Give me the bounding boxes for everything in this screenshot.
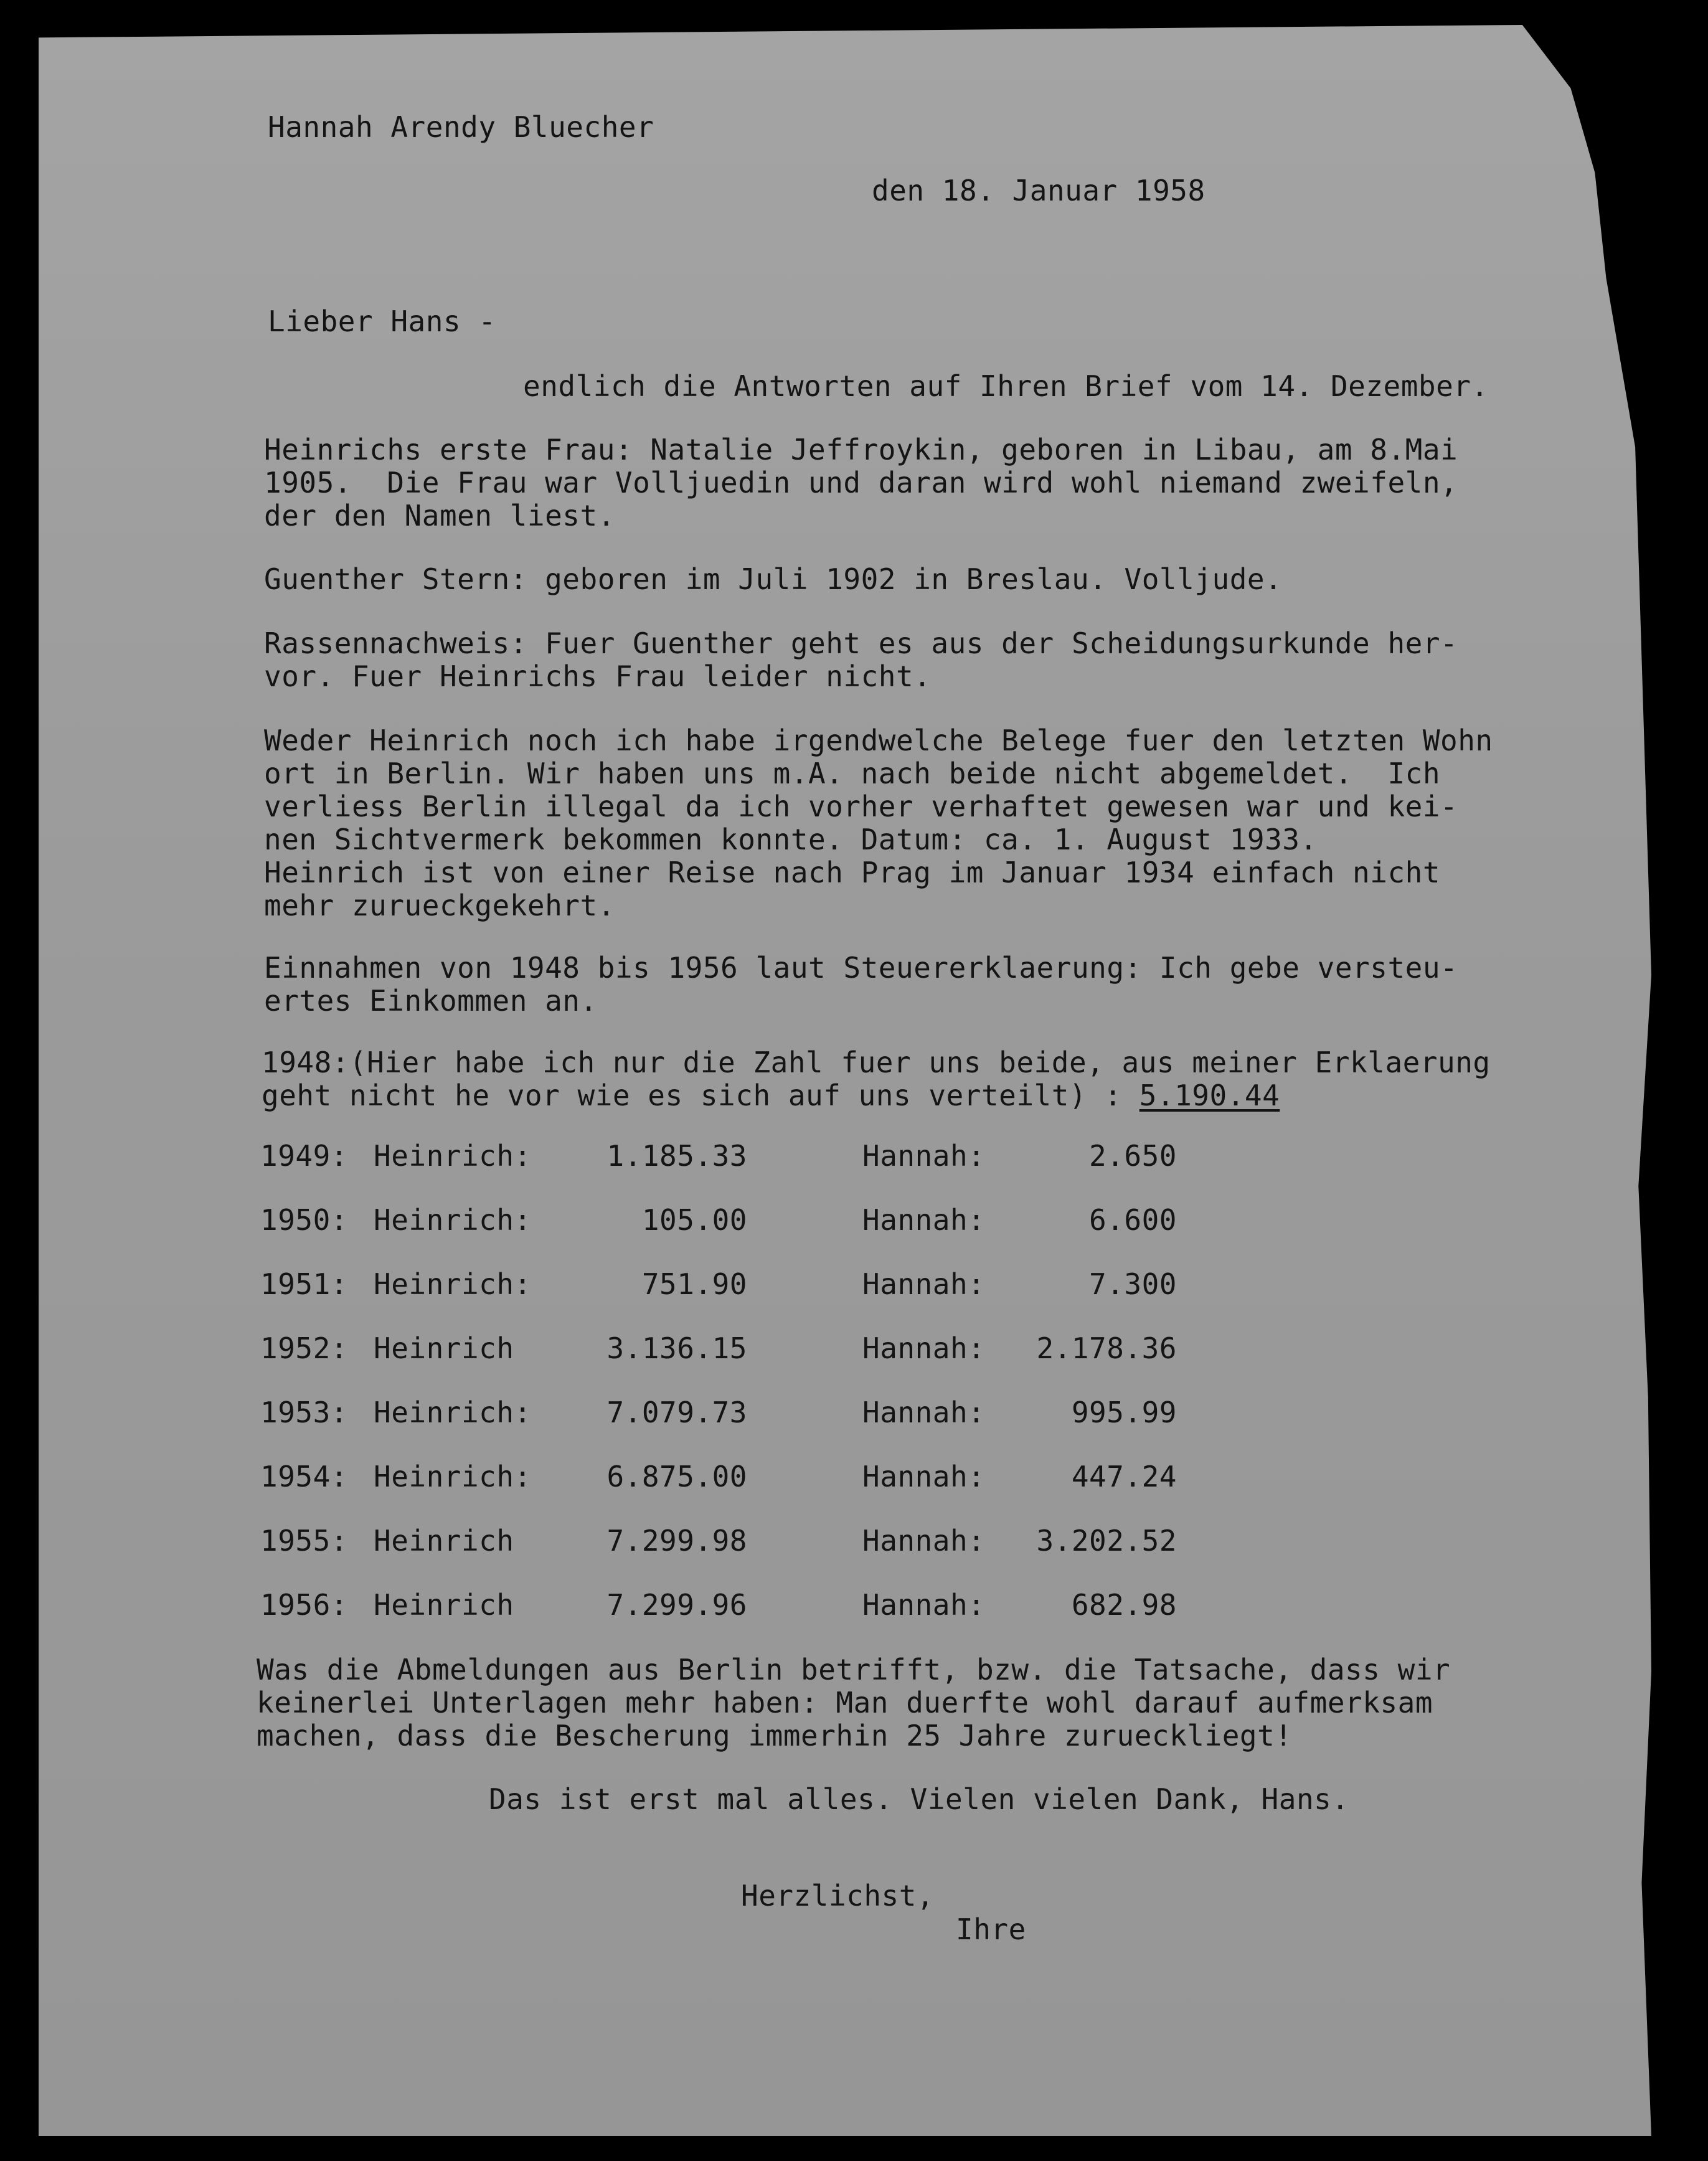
sender-line: Hannah Arendy Bluecher bbox=[268, 110, 654, 144]
text-line: Was die Abmeldungen aus Berlin betrifft, bzw. die Tatsache, dass wir bbox=[257, 1653, 1451, 1686]
signoff-herzlichst: Herzlichst, bbox=[741, 1879, 935, 1913]
income-year: 1950: bbox=[260, 1203, 348, 1237]
text-line: ertes Einkommen an. bbox=[264, 984, 598, 1018]
text-line-part: geht nicht he vor wie es sich auf uns verteilt) : bbox=[262, 1079, 1139, 1112]
income-hannah-label: Hannah: bbox=[862, 1396, 986, 1429]
intro-line: endlich die Antworten auf Ihren Brief vom 14. Dezember. bbox=[523, 369, 1489, 403]
text-line: keinerlei Unterlagen mehr haben: Man duerfte wohl darauf aufmerksam bbox=[257, 1686, 1433, 1719]
text-line: verliess Berlin illegal da ich vorher verhaftet gewesen war und kei- bbox=[264, 790, 1458, 823]
income-heinrich-label: Heinrich: bbox=[374, 1203, 532, 1237]
income-heinrich-value: 1.185.33 bbox=[606, 1139, 747, 1173]
text-line bbox=[262, 1079, 1280, 1112]
income-year: 1956: bbox=[260, 1588, 348, 1622]
income-year: 1952: bbox=[260, 1331, 348, 1365]
signoff-ihre: Ihre bbox=[956, 1913, 1026, 1946]
income-year: 1951: bbox=[260, 1267, 348, 1301]
income-heinrich-label: Heinrich: bbox=[374, 1396, 532, 1429]
income-year: 1955: bbox=[260, 1524, 348, 1558]
income-hannah-label: Hannah: bbox=[862, 1460, 986, 1493]
income-year: 1953: bbox=[260, 1396, 348, 1429]
text-line: 1948:(Hier habe ich nur die Zahl fuer uns beide, aus meiner Erklaerung bbox=[262, 1046, 1491, 1079]
income-heinrich-value: 7.079.73 bbox=[606, 1396, 747, 1429]
total-1948: 5.190.44 bbox=[1139, 1079, 1280, 1112]
income-heinrich-value: 3.136.15 bbox=[606, 1331, 747, 1365]
text-line: Heinrichs erste Frau: Natalie Jeffroykin, geboren in Libau, am 8.Mai bbox=[264, 433, 1458, 466]
income-year: 1949: bbox=[260, 1139, 348, 1173]
thanks-line: Das ist erst mal alles. Vielen vielen Dank, Hans. bbox=[489, 1782, 1349, 1816]
text-line: Rassennachweis: Fuer Guenther geht es aus der Scheidungsurkunde her- bbox=[264, 627, 1458, 660]
income-heinrich-label: Heinrich: bbox=[374, 1267, 532, 1301]
income-heinrich-value: 7.299.98 bbox=[606, 1524, 747, 1558]
income-hannah-value: 2.178.36 bbox=[1036, 1331, 1177, 1365]
text-line: Heinrich ist von einer Reise nach Prag im Januar 1934 einfach nicht bbox=[264, 856, 1441, 889]
income-hannah-label: Hannah: bbox=[862, 1524, 986, 1558]
date-line: den 18. Januar 1958 bbox=[872, 174, 1206, 207]
income-hannah-value: 3.202.52 bbox=[1036, 1524, 1177, 1558]
text-line: Einnahmen von 1948 bis 1956 laut Steuererklaerung: Ich gebe versteu- bbox=[264, 951, 1458, 985]
income-heinrich-value: 105.00 bbox=[641, 1203, 747, 1237]
income-heinrich-value: 751.90 bbox=[641, 1267, 747, 1301]
salutation: Lieber Hans - bbox=[268, 305, 496, 338]
text-line: Weder Heinrich noch ich habe irgendwelche Belege fuer den letzten Wohn bbox=[264, 724, 1493, 757]
income-heinrich-label: Heinrich bbox=[374, 1331, 514, 1365]
income-hannah-value: 682.98 bbox=[1071, 1588, 1177, 1622]
income-heinrich-label: Heinrich: bbox=[374, 1139, 532, 1173]
income-hannah-label: Hannah: bbox=[862, 1267, 986, 1301]
income-heinrich-label: Heinrich: bbox=[374, 1460, 532, 1493]
income-heinrich-label: Heinrich bbox=[374, 1524, 514, 1558]
income-hannah-value: 2.650 bbox=[1089, 1139, 1177, 1173]
text-line: 1905. Die Frau war Volljuedin und daran wird wohl niemand zweifeln, bbox=[264, 466, 1458, 499]
income-hannah-value: 995.99 bbox=[1071, 1396, 1177, 1429]
income-hannah-label: Hannah: bbox=[862, 1588, 986, 1622]
income-hannah-value: 6.600 bbox=[1089, 1203, 1177, 1237]
income-heinrich-value: 7.299.96 bbox=[606, 1588, 747, 1622]
income-heinrich-value: 6.875.00 bbox=[606, 1460, 747, 1493]
income-hannah-label: Hannah: bbox=[862, 1139, 986, 1173]
income-hannah-value: 7.300 bbox=[1089, 1267, 1177, 1301]
text-line: ort in Berlin. Wir haben uns m.A. nach beide nicht abgemeldet. Ich bbox=[264, 757, 1441, 790]
paragraph-stern: Guenther Stern: geboren im Juli 1902 in Breslau. Volljude. bbox=[264, 562, 1283, 596]
text-line: der den Namen liest. bbox=[264, 499, 615, 532]
income-year: 1954: bbox=[260, 1460, 348, 1493]
income-heinrich-label: Heinrich bbox=[374, 1588, 514, 1622]
text-line: machen, dass die Bescherung immerhin 25 Jahre zurueckliegt! bbox=[257, 1719, 1293, 1752]
income-hannah-value: 447.24 bbox=[1071, 1460, 1177, 1493]
text-line: mehr zurueckgekehrt. bbox=[264, 889, 615, 922]
income-hannah-label: Hannah: bbox=[862, 1203, 986, 1237]
text-line: vor. Fuer Heinrichs Frau leider nicht. bbox=[264, 660, 932, 693]
text-line: nen Sichtvermerk bekommen konnte. Datum: ca. 1. August 1933. bbox=[264, 823, 1318, 856]
income-hannah-label: Hannah: bbox=[862, 1331, 986, 1365]
